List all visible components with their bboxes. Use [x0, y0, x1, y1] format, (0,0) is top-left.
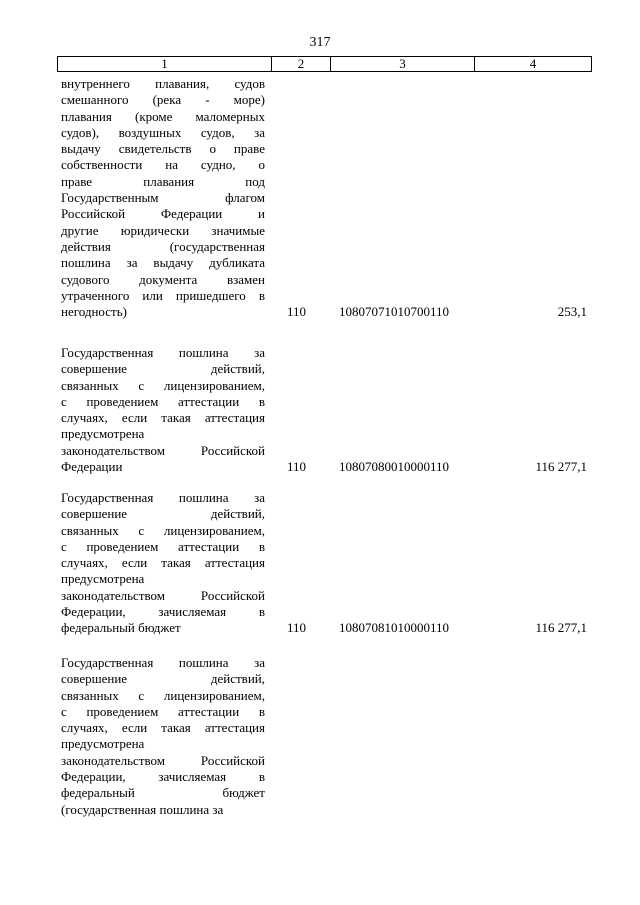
description-line: Государственным флагом	[61, 190, 265, 206]
row-budget-code: 10807071010700110	[339, 304, 450, 320]
description-line: пошлина за выдачу дубликата	[61, 255, 265, 271]
row-budget-code: 10807080010000110	[339, 459, 450, 475]
description-line: совершение действий,	[61, 506, 265, 522]
row-amount: 116 277,1	[535, 620, 587, 636]
description-line: случаях, если такая аттестация	[61, 720, 265, 736]
description-line: Федерации, зачисляемая в	[61, 604, 265, 620]
description-line: Российской Федерации и	[61, 206, 265, 222]
column-header-3: 3	[331, 57, 475, 72]
description-line: действия (государственная	[61, 238, 265, 254]
description-line: смешанного (река - море)	[61, 92, 265, 108]
description-line: законодательством Российской	[61, 587, 265, 603]
column-header-1: 1	[58, 57, 272, 72]
description-line: предусмотрена	[61, 736, 145, 752]
row-chapter-code: 110	[287, 620, 307, 636]
row-description	[61, 345, 265, 475]
description-line: негодность)	[61, 304, 127, 320]
row-description	[61, 76, 265, 320]
description-line: (государственная пошлина за	[61, 801, 224, 817]
description-line: с проведением аттестации в	[61, 703, 265, 719]
description-line: предусмотрена	[61, 571, 145, 587]
row-chapter-code: 110	[287, 304, 307, 320]
page-number: 317	[309, 35, 331, 50]
description-line: другие юридически значимые	[61, 222, 265, 238]
description-line: законодательством Российской	[61, 442, 265, 458]
description-line: с проведением аттестации в	[61, 393, 265, 409]
column-header-2: 2	[272, 57, 331, 72]
row-description	[61, 655, 265, 818]
description-line: утраченного или пришедшего в	[61, 287, 265, 303]
description-line: Федерации	[61, 459, 123, 475]
description-line: судов), воздушных судов, за	[61, 124, 265, 140]
description-line: с проведением аттестации в	[61, 538, 265, 554]
description-line: предусмотрена	[61, 426, 145, 442]
description-line: Государственная пошлина за	[61, 490, 265, 505]
description-line: собственности на судно, о	[61, 157, 265, 173]
description-line: Федерации, зачисляемая в	[61, 769, 265, 785]
column-header-4: 4	[475, 57, 592, 72]
description-line: федеральный бюджет	[61, 620, 181, 636]
description-line: законодательством Российской	[61, 752, 265, 768]
description-line: праве плавания под	[61, 173, 265, 189]
description-line: Государственная пошлина за	[61, 345, 265, 360]
description-line: связанных с лицензированием,	[61, 522, 265, 538]
column-header-row	[57, 56, 592, 72]
description-line: случаях, если такая аттестация	[61, 410, 265, 426]
row-amount: 253,1	[557, 304, 587, 320]
description-line: федеральный бюджет	[61, 785, 265, 801]
description-line: совершение действий,	[61, 671, 265, 687]
description-line: плавания (кроме маломерных	[61, 108, 265, 124]
description-line: внутреннего плавания, судов	[61, 76, 265, 91]
row-description	[61, 490, 265, 637]
row-budget-code: 10807081010000110	[339, 620, 450, 636]
description-line: выдачу свидетельств о праве	[61, 141, 265, 157]
description-line: совершение действий,	[61, 361, 265, 377]
description-line: связанных с лицензированием,	[61, 377, 265, 393]
description-line: судового документа взамен	[61, 271, 265, 287]
description-line: Государственная пошлина за	[61, 655, 265, 670]
row-amount: 116 277,1	[535, 459, 587, 475]
row-chapter-code: 110	[287, 459, 307, 475]
description-line: связанных с лицензированием,	[61, 687, 265, 703]
description-line: случаях, если такая аттестация	[61, 555, 265, 571]
